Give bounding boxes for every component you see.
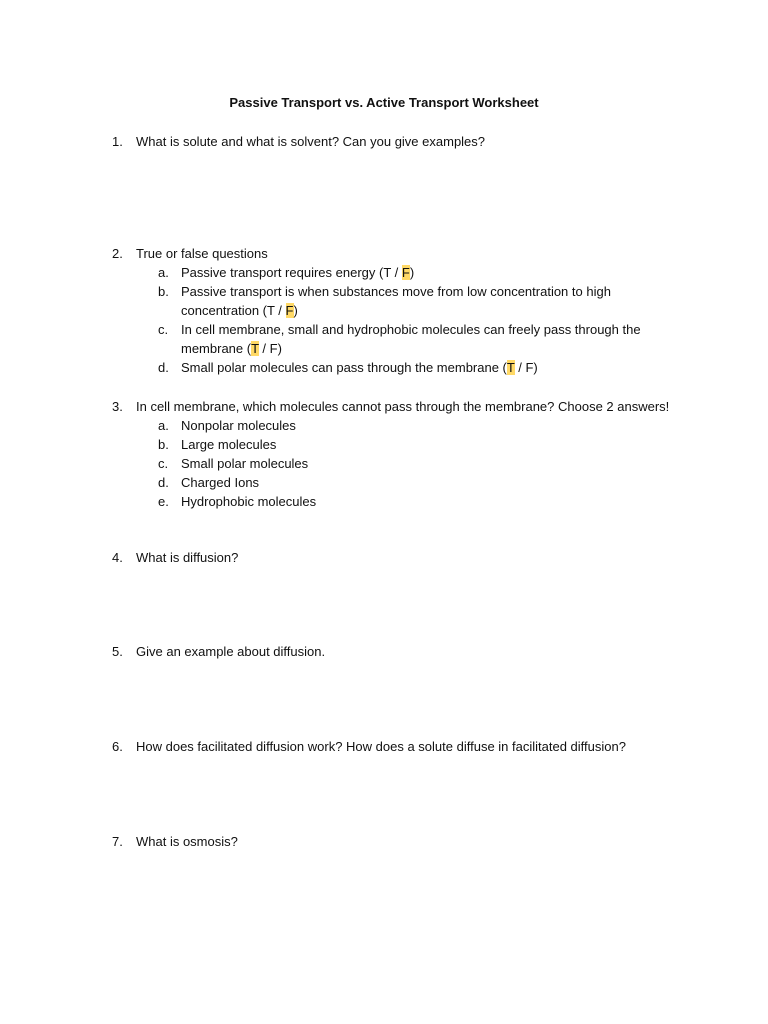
question-text: What is solute and what is solvent? Can you give examples? bbox=[136, 134, 486, 149]
choice-c bbox=[158, 454, 692, 473]
sub-item-letter: b. bbox=[158, 284, 169, 299]
statement-suffix: / F) bbox=[258, 341, 282, 356]
question-number: 1. bbox=[112, 134, 123, 149]
statement-text: Small polar molecules can pass through the membrane ( bbox=[181, 360, 507, 375]
choice-text: Charged Ions bbox=[181, 475, 260, 490]
choice-a bbox=[158, 416, 692, 435]
answer-highlight: F bbox=[401, 265, 410, 280]
answer-highlight: T bbox=[506, 360, 515, 375]
question-text: What is diffusion? bbox=[136, 550, 239, 565]
choice-letter: e. bbox=[158, 494, 169, 509]
question-7 bbox=[112, 832, 692, 851]
choice-e bbox=[158, 492, 692, 511]
sub-item-letter: a. bbox=[158, 265, 169, 280]
question-6 bbox=[112, 737, 692, 756]
worksheet-title: Passive Transport vs. Active Transport Worksheet bbox=[229, 95, 539, 110]
question-text: True or false questions bbox=[136, 246, 268, 261]
question-5 bbox=[112, 642, 692, 661]
choice-text: Small polar molecules bbox=[181, 456, 309, 471]
question-3 bbox=[112, 397, 692, 511]
statement-text: Passive transport requires energy (T / bbox=[181, 265, 402, 280]
choice-d bbox=[158, 473, 692, 492]
question-1 bbox=[112, 132, 692, 151]
question-4 bbox=[112, 548, 692, 567]
choice-letter: b. bbox=[158, 437, 169, 452]
question-number: 2. bbox=[112, 246, 123, 261]
question-number: 3. bbox=[112, 399, 123, 414]
choice-b bbox=[158, 435, 692, 454]
sub-item-c bbox=[158, 320, 692, 358]
sub-item-letter: d. bbox=[158, 360, 169, 375]
question-text: Give an example about diffusion. bbox=[136, 644, 326, 659]
choice-text: Nonpolar molecules bbox=[181, 418, 296, 433]
choice-letter: c. bbox=[158, 456, 169, 471]
answer-highlight: F bbox=[285, 303, 294, 318]
choice-letter: a. bbox=[158, 418, 169, 433]
choice-text: Hydrophobic molecules bbox=[181, 494, 317, 509]
question-number: 5. bbox=[112, 644, 123, 659]
question-2 bbox=[112, 244, 692, 377]
sub-item-d bbox=[158, 358, 692, 377]
question-number: 4. bbox=[112, 550, 123, 565]
question-number: 6. bbox=[112, 739, 123, 754]
question-number: 7. bbox=[112, 834, 123, 849]
sub-item-b bbox=[158, 282, 692, 320]
question-text: In cell membrane, which molecules cannot pass through the membrane? Choose 2 answers! bbox=[136, 399, 670, 414]
sub-item-letter: c. bbox=[158, 322, 169, 337]
question-text: What is osmosis? bbox=[136, 834, 238, 849]
sub-item-a bbox=[158, 263, 692, 282]
statement-suffix: ) bbox=[409, 265, 415, 280]
question-text: How does facilitated diffusion work? How does a solute diffuse in facilitated diffusion? bbox=[136, 739, 626, 754]
choice-text: Large molecules bbox=[181, 437, 277, 452]
statement-text: Passive transport is when substances move from low concentration to high concentration (T / bbox=[181, 284, 611, 318]
answer-highlight: T bbox=[251, 341, 259, 356]
choice-letter: d. bbox=[158, 475, 169, 490]
statement-suffix: ) bbox=[293, 303, 298, 318]
statement-text: In cell membrane, small and hydrophobic molecules can freely pass through the membrane ( bbox=[181, 322, 641, 356]
statement-suffix: / F) bbox=[514, 360, 538, 375]
